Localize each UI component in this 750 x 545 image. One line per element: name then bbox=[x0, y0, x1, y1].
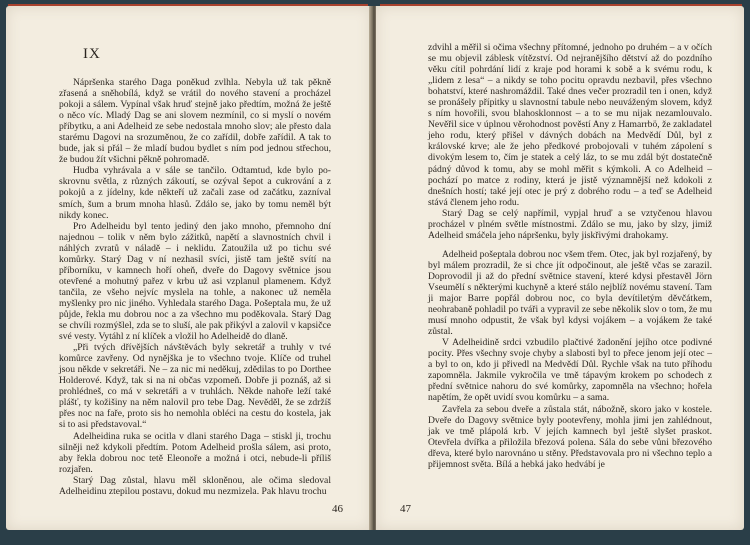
left-page bbox=[6, 6, 371, 530]
paragraph: Nápršenka starého Daga poněkud zvlhla. Nebyla už tak pěkně zřasená a sněhobílá, když se vrátil do nového stavení a procházel pokoji a sálem. Vypínal však hruď stejně jako předtím, možná že ještě o něco víc. Mladý Dag se ani slovem nezmínil, co si myslí o novém příbytku, a ani Adelheid ze sebe nedostala mnoho slov; ale přesto dala starému Dagovi na srozuměnou, že co zařídil, dobře zařídil. A tak to bude, jak si přál – že mladí budou bydlet s ním pod jednou střechou, že budou žít všichni pěkně pohromadě. bbox=[59, 77, 331, 166]
paragraph: V Adelheidině srdci vzbudilo plačtivé žadonění jejího otce podivné pocity. Přes všechny svoje chyby a slabosti byl to přece jenom její otec – a byl to on, kdo ji přivedl na Medvědí Důl. Rychle však na tuto příhodu zapomněla. Jakmile vykročila ve tmě tápavým krokem po schodech z přední světnice nahoru do své komůrky, zapomněla na všechno; hořela napětím, že opět uvidí svou komůrku – a sama. bbox=[428, 337, 712, 404]
page-number: 46 bbox=[332, 503, 343, 515]
paragraph: „Při tvých dřívějších návštěvách byly sekretář a truhly v tvé komůrce zavřeny. Od nynějška je to všechno tvoje. Klíče od truhel jsou někde v sekretáři. Ne – za nic mi neděkuj, zdědilas to po Dorthee Holderové. Když, tak si na ni občas vzpomeň. Dobře ji poznáš, až si prohlédneš, co má v sekretáři a v truhlách. Někde nahoře leží také plášť, ty kožišiny na něm nalovil pro tebe Dag. Nevěděl, že se zdržíš přes noc na faře, proto sis ho nemohla obléci na cestu do kostela, jak si to asi představoval.“ bbox=[59, 342, 331, 431]
paragraph: Zavřela za sebou dveře a zůstala stát, nábožně, skoro jako v kostele. Dveře do Dagovy světnice byly pootevřeny, mohla jimi jen zahlédnout, jak ve tmě plápolá krb. V jejích kamnech byl ještě slyšet praskot. Otevřela dvířka a přiložila březová polena. Sála do sebe vůni březového dřeva, které bylo narovnáno u stěny. Představovala pro ni všechno teplo a přijemnost světa. Bílá a hebká jako hedvábí je bbox=[428, 403, 712, 470]
left-page-text bbox=[59, 77, 331, 497]
right-page bbox=[376, 6, 744, 530]
paragraph: zdvihl a měřil si očima všechny přítomné, jednoho po druhém – a v očích se mu objevil záblesk vítězství. Od nejranějšího dětství až do pozdního věku cítil pohrdání lidí z kraje pod horami k sobě a k svému rodu, k „lidem z lesa“ – a nikdy se toho pocitu opravdu nezbavil, přes všechno bohatství, které nashromáždil. Také dnes večer prozradil ten i onen, když se pronášely přípitky u slavnostní tabule nebo neuváženým slovem, když s ním hovořili, svou blahosklonnost – a to se mu nijak nezamlouvalo. Nevěřil sice v úplnou věrohodnost pověstí Any z Hamarrbö, že zakladatel jeho rodu, který přišel v dávných dobách na Medvědí Důl, byl z královské krve; ale že jeho předkové probojovali v tuhém zápolení s divokým lesem to, čím je statek a celý láz, to se mu zdál být dostatečně pádný důvod k tomu, aby se mohl měřit s kýmkoli. A co Adelheid – pochází po matce z rodiny, která je jistě významnější než kdokoli z dnešních hostí; také její otec je prý z dobrého rodu – a teď se Adelheid stává členem jeho rodu. bbox=[428, 42, 712, 208]
paragraph: Pro Adelheidu byl tento jediný den jako mnoho, přemnoho dní najednou – tolik v něm bylo zážitků, napětí a slavnostních chvil i náhlých zvratů v náladě – i neklidu. Zatoužila už po tichu své komůrky. Starý Dag v ní nezhasil svíci, jistě tam ještě svítí na příborníku, v kamnech hoří oheň, dveře do Dagovy světnice jsou otevřené a mohutný pařez v krbu už asi vzplanul plamenem. Když tančila, ze všeho nejvíc myslela na tohle, a nakonec už neměla myšlenky pro nic jiného. Vyhledala starého Daga. Pošeptala mu, že už půjde, řekla mu dobrou noc a za všechno mu poděkovala. Starý Dag se chvíli rozmýšlel, zda se to sluší, ale pak přikývl a zalovil v kapsičce své vesty. Vytáhl z ní klíček a vložil ho Adelheidě do dlaně. bbox=[59, 220, 331, 343]
paragraph: Adelheidina ruka se ocitla v dlani starého Daga – stiskl ji, trochu silněji než kdykoli předtím. Potom Adelheid prošla sálem, asi proto, aby řekla dobrou noc tetě Eleonoře a možná i otci, nebude-li příliš rozjařen. bbox=[59, 430, 331, 475]
paragraph: Hudba vyhrávala a v sále se tančilo. Odtamtud, kde bylo po-skrovnu světla, z různých zákoutí, se ozýval šepot a cukrování a z pokojů a z jídelny, kde někteří už začali zase od začátku, zazníval smích, šum a brum mnoha hlasů. Zdálo se, jako by tomu neměl být nikdy konec. bbox=[59, 165, 331, 221]
paragraph: Starý Dag se celý napřímil, vypjal hruď a se vztyčenou hlavou procházel v plném světle místnostmi. Zdálo se mu, jako by slzy, jimiž Adelheid smáčela jeho nápršenku, byly jiskřivými drahokamy. bbox=[428, 207, 712, 241]
chapter-heading: IX bbox=[83, 46, 101, 62]
paragraph: Starý Dag zůstal, hlavu měl skloněnou, ale očima sledoval Adelheidinu ztepilou postavu, dokud mu nezmizela. Pak hlavu trochu bbox=[59, 474, 331, 497]
right-page-text bbox=[428, 42, 712, 470]
page-number: 47 bbox=[400, 503, 411, 515]
paragraph: Adelheid pošeptala dobrou noc všem třem. Otec, jak byl rozjařený, by byl málem prozradil, že si chce jít odpočinout, ale ještě včas se zarazil. Doprovodil ji až do přední světnice stavení, které kdysi přestavěl Jörn Vseumělí s některými kuchyně a které stálo nejblíž novému stavení. Tam ji major Barre popřál dobrou noc, co byla devítiletým děvčátkem, neohrabaně pohladil po tváři a vypravil ze sebe několik slov o tom, že mu musí mnoho odpustit, že však byl kdysi vojákem – a vojákem že také zůstal. bbox=[428, 248, 712, 338]
